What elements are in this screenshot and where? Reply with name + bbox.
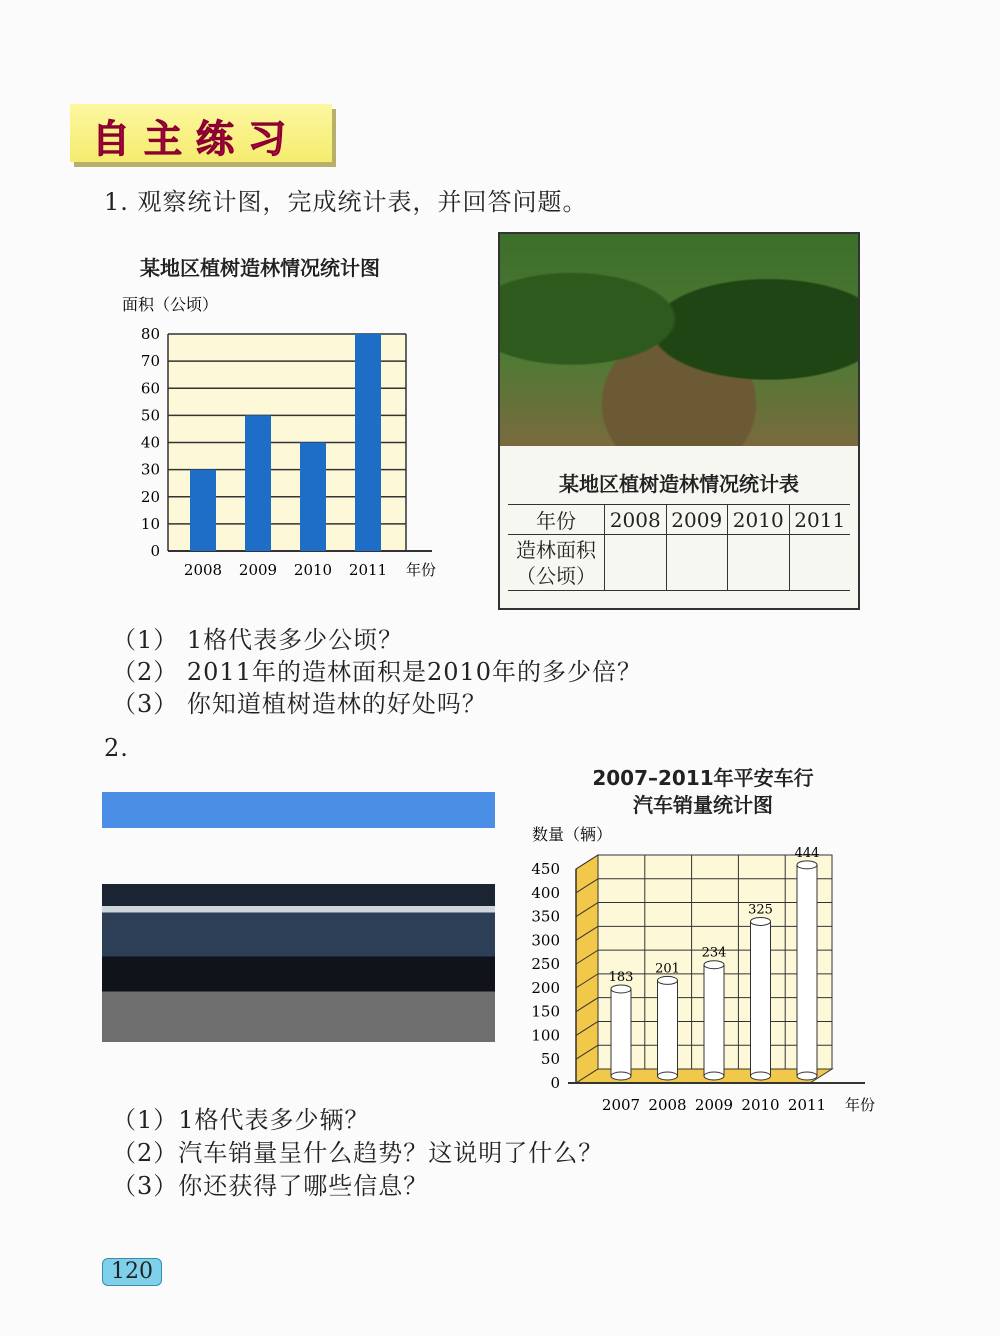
bar-2011 xyxy=(355,334,381,551)
q2-sub-2: （2）汽车销量呈什么趋势？这说明了什么？ xyxy=(112,1139,604,1167)
y-tick-label: 80 xyxy=(140,325,160,343)
bar-2010 xyxy=(300,443,326,552)
x-tick-label: 2010 xyxy=(741,1096,780,1114)
table-row-label-1: 造林面积 xyxy=(516,537,596,562)
cylinder-2009 xyxy=(704,965,724,1076)
x-tick-label: 2008 xyxy=(183,561,223,579)
bar-2008 xyxy=(190,470,216,551)
y-tick-label: 100 xyxy=(531,1026,560,1045)
y-tick-label: 60 xyxy=(140,379,160,398)
cylinder-top-2009 xyxy=(704,961,724,969)
y-tick-label: 40 xyxy=(140,433,160,452)
car-dealership-photo xyxy=(102,884,495,1042)
x-tick-label: 2009 xyxy=(694,1096,734,1114)
x-tick-label: 2009 xyxy=(238,561,278,579)
q1-stat-table xyxy=(508,504,850,591)
q2-chart-title-1: 2007–2011年平安车行 xyxy=(592,766,814,790)
cylinder-top-2011 xyxy=(797,861,817,869)
q1-photo-table-panel xyxy=(498,232,860,610)
q1-intro: 1. 观察统计图，完成统计表，并回答问题。 xyxy=(104,188,588,216)
table-cell-blank[interactable] xyxy=(605,535,667,591)
y-tick-label: 250 xyxy=(531,955,560,974)
q1-sub-2: （2） 2011年的造林面积是2010年的多少倍？ xyxy=(112,658,643,686)
y-tick-label: 20 xyxy=(140,487,160,506)
tree-planting-photo xyxy=(500,234,858,446)
cylinder-top-2008 xyxy=(658,976,678,984)
x-tick-label: 2011 xyxy=(348,561,388,579)
q2-3d-bar-chart xyxy=(520,818,890,1118)
q2-chart-title-2: 汽车销量统计图 xyxy=(633,793,773,817)
q1-bar-chart xyxy=(110,288,460,588)
table-year-2008: 2008 xyxy=(605,505,667,535)
section-title: 自主练习 xyxy=(92,117,301,161)
cylinder-top-2007 xyxy=(611,985,631,993)
data-label: 325 xyxy=(748,902,773,918)
q1-sub-1: （1） 1格代表多少公顷？ xyxy=(112,626,404,654)
cylinder-2010 xyxy=(751,921,771,1076)
data-label: 444 xyxy=(794,845,820,861)
y-tick-label: 200 xyxy=(531,978,560,997)
q1-table-title: 某地区植树造林情况统计表 xyxy=(559,472,799,496)
x-tick-label: 2010 xyxy=(293,561,333,579)
cylinder-2008 xyxy=(658,980,678,1076)
bar-2009 xyxy=(245,415,271,551)
y-tick-label: 350 xyxy=(531,907,560,926)
table-row-label xyxy=(508,535,605,591)
x-axis-label: 年份 xyxy=(406,561,437,579)
y-tick-label: 0 xyxy=(550,1074,560,1092)
x-tick-label: 2011 xyxy=(787,1096,827,1114)
table-cell-blank[interactable] xyxy=(789,535,850,591)
y-tick-label: 70 xyxy=(140,352,160,371)
cylinder-2011 xyxy=(797,865,817,1076)
y-tick-label: 10 xyxy=(140,514,160,533)
data-label: 234 xyxy=(701,945,727,961)
x-tick-label: 2008 xyxy=(648,1096,687,1114)
cylinder-base-2008 xyxy=(658,1072,678,1080)
table-year-2010: 2010 xyxy=(728,505,790,535)
cylinder-base-2009 xyxy=(704,1072,724,1080)
data-label: 201 xyxy=(655,961,680,977)
table-year-2009: 2009 xyxy=(666,505,728,535)
table-row-label-2: （公顷） xyxy=(516,563,596,588)
q1-sub-3: （3） 你知道植树造林的好处吗？ xyxy=(112,690,487,718)
y-tick-label: 50 xyxy=(140,406,160,425)
y-tick-label: 50 xyxy=(540,1050,560,1069)
y-axis-label: 数量（辆） xyxy=(532,825,613,844)
q1-chart-title: 某地区植树造林情况统计图 xyxy=(140,256,380,280)
blue-bar xyxy=(102,792,495,828)
cylinder-base-2011 xyxy=(797,1072,817,1080)
cylinder-2007 xyxy=(611,989,631,1076)
y-tick-label: 0 xyxy=(150,542,160,560)
y-tick-label: 450 xyxy=(531,860,560,878)
y-axis-label: 面积（公顷） xyxy=(122,295,219,314)
table-cell-blank[interactable] xyxy=(728,535,790,591)
y-tick-label: 150 xyxy=(531,1002,560,1021)
table-header-label: 年份 xyxy=(508,505,605,535)
cylinder-base-2007 xyxy=(611,1072,631,1080)
cylinder-top-2010 xyxy=(751,917,771,925)
q2-intro: 2. xyxy=(104,734,129,762)
data-label: 183 xyxy=(608,969,634,985)
y-tick-label: 300 xyxy=(531,931,560,950)
y-tick-label: 30 xyxy=(140,460,160,479)
q2-sub-1: （1）1格代表多少辆？ xyxy=(112,1106,370,1134)
table-cell-blank[interactable] xyxy=(666,535,728,591)
table-year-2011: 2011 xyxy=(789,505,850,535)
x-axis-label: 年份 xyxy=(845,1096,876,1114)
page-number: 120 xyxy=(102,1258,162,1286)
x-tick-label: 2007 xyxy=(601,1096,641,1114)
y-tick-label: 400 xyxy=(531,883,560,902)
side-wall xyxy=(576,855,598,1083)
cylinder-base-2010 xyxy=(751,1072,771,1080)
q2-sub-3: （3）你还获得了哪些信息？ xyxy=(112,1172,429,1200)
